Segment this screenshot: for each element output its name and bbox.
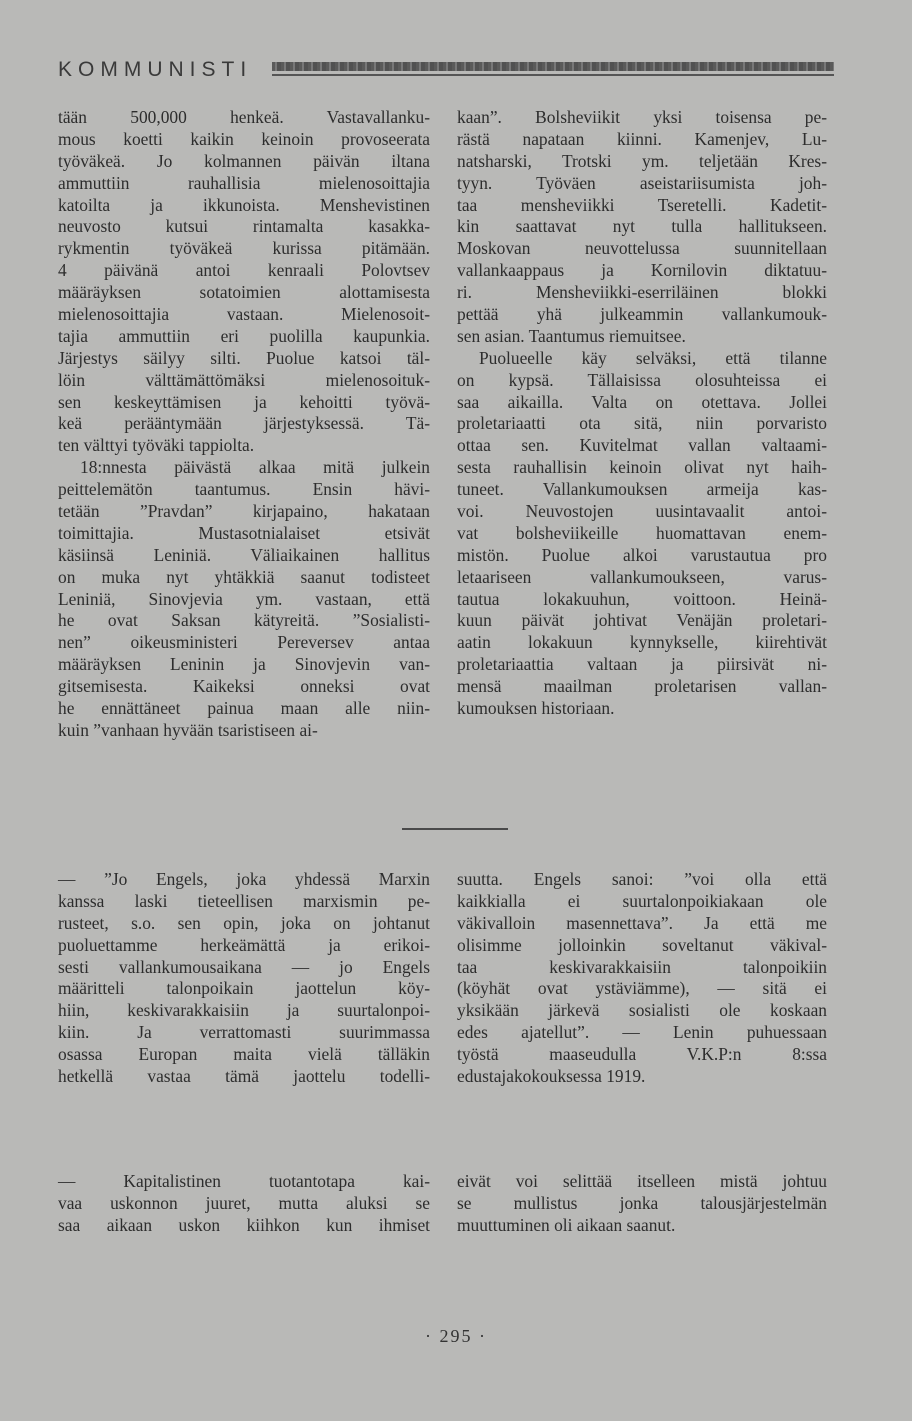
text-line: tautua lokakuuhun, voittoon. Heinä- <box>457 588 827 609</box>
text-line: Leniniä, Sinovjevia ym. vastaan, että <box>58 588 430 609</box>
text-line: kumouksen historiaan. <box>457 698 615 719</box>
text-line: työväkeä. Jo kolmannen päivän iltana <box>58 150 430 171</box>
text-line: sen keskeyttämisen ja kehoitti työvä- <box>58 391 430 412</box>
text-line: peittelemätön taantumus. Ensin hävi- <box>58 479 430 500</box>
text-line: (köyhät ovat ystäviämme), — sitä ei <box>457 978 827 999</box>
text-line: määräyksen sotatoimien alottamisesta <box>58 282 430 303</box>
text-line: mistön. Puolue alkoi varustautua pro <box>457 544 827 565</box>
text-line: rusteet, s.o. sen opin, joka on johtanut <box>58 912 430 933</box>
text-line: löin välttämättömäksi mielenosoituk- <box>58 369 430 390</box>
text-line: kaan”. Bolsheviikit yksi toisensa pe- <box>457 107 827 127</box>
text-line: toimittajia. Mustasotnialaiset etsivät <box>58 522 430 543</box>
text-line: puoluettamme herkeämättä ja erikoi- <box>58 934 430 955</box>
page-number: · 295 · <box>425 1326 487 1346</box>
text-line: letaariseen vallankumoukseen, varus- <box>457 566 827 587</box>
section1-right-column <box>457 107 827 720</box>
text-line: mous koetti kaikin keinoin provoseerata <box>58 128 430 149</box>
text-line: mielenosoittajia vastaan. Mielenosoit- <box>58 304 430 325</box>
section2-left-column <box>58 869 430 1088</box>
text-line: pettää yhä julkeammin vallankumouk- <box>457 304 827 325</box>
text-line: suutta. Engels sanoi: ”voi olla että <box>457 869 827 889</box>
text-line: natsharski, Trotski ym. teljetään Kres- <box>457 150 827 171</box>
text-line: kiin. Ja verrattomasti suurimmassa <box>58 1022 430 1043</box>
text-line: käsiinsä Leniniä. Väliaikainen hallitus <box>58 544 430 565</box>
text-line: rykmentin työväkeä kurissa pitämään. <box>58 238 430 259</box>
text-line: on kypsä. Tällaisissa olosuhteissa ei <box>457 369 827 390</box>
running-header <box>58 58 834 88</box>
text-line: — Kapitalistinen tuotantotapa kai- <box>58 1171 430 1191</box>
text-line: kin saattavat nyt tulla hallitukseen. <box>457 216 827 237</box>
text-line: sen asian. Taantumus riemuitsee. <box>457 325 686 346</box>
section1-left-column <box>58 107 430 742</box>
text-line: Järjestys säilyy silti. Puolue katsoi täl- <box>58 347 430 368</box>
text-line: aatin lokakuun kynnykselle, kiirehtivät <box>457 632 827 653</box>
text-line: nen” oikeusministeri Pereversev antaa <box>58 632 430 653</box>
text-line: he ennättäneet painua maan alle niin- <box>58 698 430 719</box>
text-line: vat bolsheviikeille huomattavan enem- <box>457 522 827 543</box>
text-line: tyyn. Työväen aseistariisumista joh- <box>457 172 827 193</box>
text-line: — ”Jo Engels, joka yhdessä Marxin <box>58 869 430 889</box>
text-line: proletariaattia valtaan ja piirsivät ni- <box>457 654 827 675</box>
text-line: taa mensheviikki Tseretelli. Kadetit- <box>457 194 827 215</box>
text-line: kaikkialla ei suurtalonpoikiakaan ole <box>457 890 827 911</box>
text-line: kuin ”vanhaan hyvään tsaristiseen ai- <box>58 719 318 740</box>
text-line: kanssa laski tieteellisen marxismin pe- <box>58 890 430 911</box>
text-line: tuneet. Vallankumouksen armeija kas- <box>457 479 827 500</box>
text-line: saa aikailla. Valta on otettava. Jollei <box>457 391 827 412</box>
text-line: hetkellä vastaa tämä jaottelu todelli- <box>58 1066 430 1087</box>
section-separator <box>402 828 508 830</box>
text-line: olisimme jolloinkin soveltanut väkival- <box>457 934 827 955</box>
text-line: sesti vallankumousaikana — jo Engels <box>58 956 430 977</box>
text-line: rästä napataan kiinni. Kamenjev, Lu- <box>457 128 827 149</box>
text-line: vallankaappaus ja Kornilovin diktatuu- <box>457 260 827 281</box>
text-line: työstä maaseudulla V.K.P:n 8:ssa <box>457 1044 827 1065</box>
text-line: katoilta ja ikkunoista. Menshevistinen <box>58 194 430 215</box>
section2-right-column <box>457 869 827 1088</box>
text-line: Puolueelle käy selväksi, että tilanne <box>479 347 827 368</box>
section3-left-column <box>58 1171 430 1237</box>
text-line: se mullistus jonka talousjärjestelmän <box>457 1192 827 1213</box>
text-line: keä perääntymään järjestyksessä. Tä- <box>58 413 430 434</box>
text-line: ottaa sen. Kuvitelmat vallan valtaami- <box>457 435 827 456</box>
text-line: he ovat Saksan kätyreitä. ”Sosialisti- <box>58 610 430 631</box>
running-header-title: KOMMUNISTI <box>58 58 253 81</box>
text-line: 18:nnesta päivästä alkaa mitä julkein <box>80 457 430 478</box>
text-line: ten välttyi työväki tappiolta. <box>58 435 255 456</box>
header-thin-rule <box>272 74 834 76</box>
text-line: tään 500,000 henkeä. Vastavallanku- <box>58 107 430 127</box>
text-line: neuvosto kutsui rintamalta kasakka- <box>58 216 430 237</box>
text-line: väkivalloin masennettava”. Ja että me <box>457 912 827 933</box>
text-line: kuun päivät johtivat Venäjän proletari- <box>457 610 827 631</box>
text-line: taa keskivarakkaisiin talonpoikiin <box>457 956 827 977</box>
text-line: sesta rauhallisin keinoin olivat nyt haih- <box>457 457 827 478</box>
text-line: gitsemisesta. Kaikeksi onneksi ovat <box>58 676 430 697</box>
text-line: määritteli talonpoikain jaottelun köy- <box>58 978 430 999</box>
text-line: muuttuminen oli aikaan saanut. <box>457 1214 676 1235</box>
text-line: proletariaatti ota sitä, niin porvaristo <box>457 413 827 434</box>
text-line: tajia ammuttiin eri puolilla kaupunkia. <box>58 325 430 346</box>
text-line: yksikään järkevä sosialisti ole koskaan <box>457 1000 827 1021</box>
text-line: määräyksen Leninin ja Sinovjevin van- <box>58 654 430 675</box>
header-decorative-rule <box>272 62 834 71</box>
text-line: voi. Neuvostojen uusintavaalit antoi- <box>457 501 827 522</box>
section3-right-column <box>457 1171 827 1237</box>
text-line: edustajakokouksessa 1919. <box>457 1066 646 1087</box>
text-line: Moskovan neuvottelussa suunnitellaan <box>457 238 827 259</box>
text-line: osassa Europan maita vielä tälläkin <box>58 1044 430 1065</box>
text-line: mensä maailman proletarisen vallan- <box>457 676 827 697</box>
text-line: edes ajatellut”. — Lenin puhuessaan <box>457 1022 827 1043</box>
text-line: hiin, keskivarakkaisiin ja suurtalonpoi- <box>58 1000 430 1021</box>
text-line: tetään ”Pravdan” kirjapaino, hakataan <box>58 501 430 522</box>
text-line: ri. Mensheviikki-eserriläinen blokki <box>457 282 827 303</box>
text-line: ammuttiin rauhallisia mielenosoittajia <box>58 172 430 193</box>
text-line: eivät voi selittää itselleen mistä johtuu <box>457 1171 827 1191</box>
text-line: on muka nyt yhtäkkiä saanut todisteet <box>58 566 430 587</box>
text-line: vaa uskonnon juuret, mutta aluksi se <box>58 1192 430 1213</box>
text-line: saa aikaan uskon kiihkon kun ihmiset <box>58 1214 430 1235</box>
text-line: 4 päivänä antoi kenraali Polovtsev <box>58 260 430 281</box>
